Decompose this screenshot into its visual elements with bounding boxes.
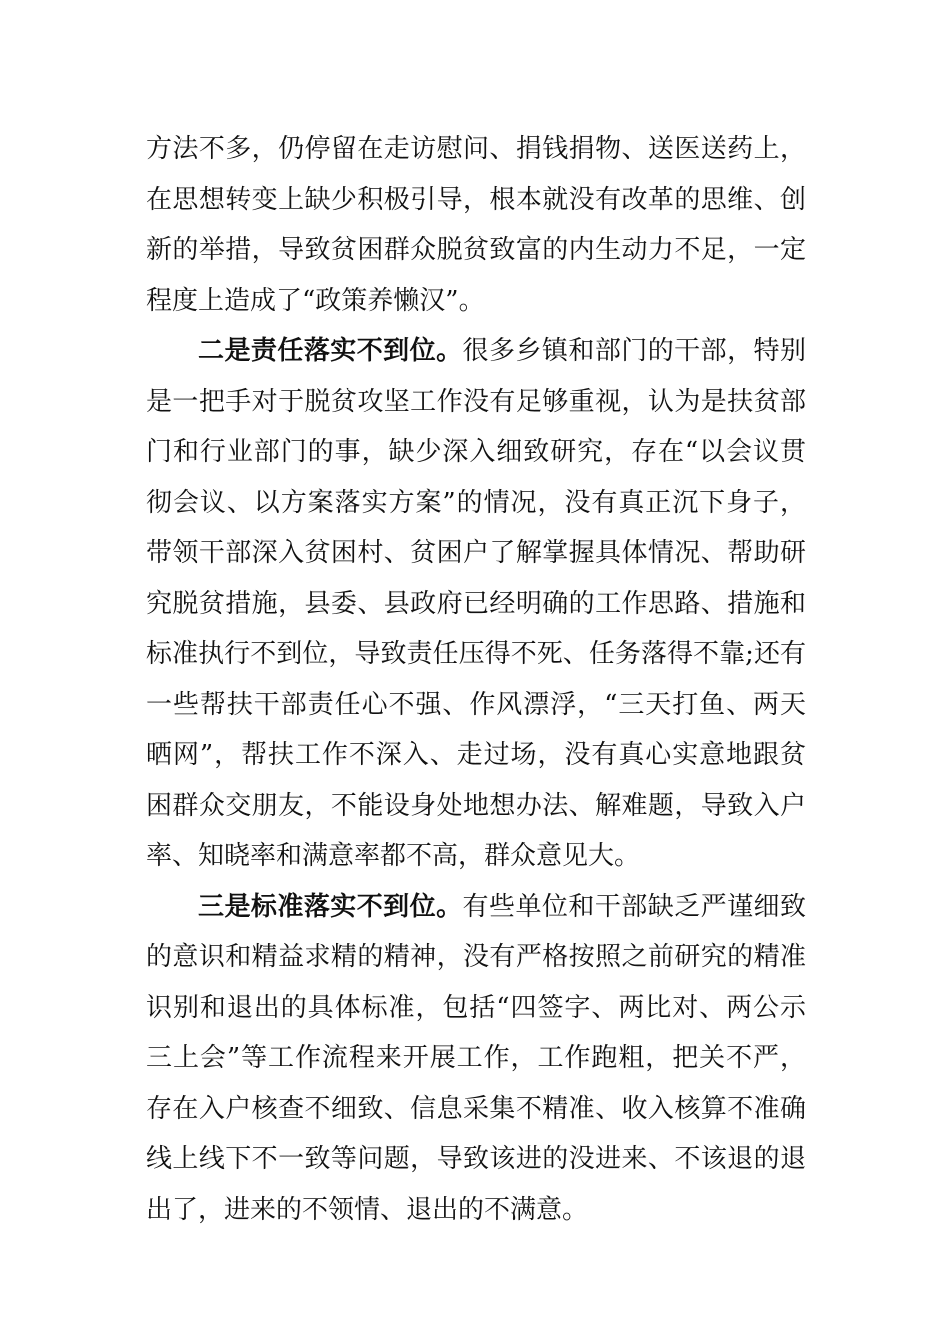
paragraph-text: 有些单位和干部缺乏严谨细致的意识和精益求精的精神，没有严格按照之前研究的精准识别和退出的具体标准，包括“四签字、两比对、两公示三上会”等工作流程来开展工作，工作跑粗，把关不严，存在入户核查不细致、信息采集不精准、收入核算不准确线上线下不一致等问题，导致该进的没进来、不该退的退出了，进来的不领情、退出的不满意。 [146,891,806,1225]
document-page [146,124,806,1235]
paragraph-continuation [146,124,806,326]
paragraph-text: 方法不多，仍停留在走访慰问、捐钱捐物、送医送药上，在思想转变上缺少积极引导，根本就没有改革的思维、创新的举措，导致贫困群众脱贫致富的内生动力不足，一定程度上造成了“政策养懒汉”。 [146,134,806,316]
paragraph-heading: 二是责任落实不到位。 [198,336,463,366]
paragraph-text: 很多乡镇和部门的干部，特别是一把手对于脱贫攻坚工作没有足够重视，认为是扶贫部门和行业部门的事，缺少深入细致研究，存在“以会议贯彻会议、以方案落实方案”的情况，没有真正沉下身子，带领干部深入贫困村、贫困户了解掌握具体情况、帮助研究脱贫措施，县委、县政府已经明确的工作思路、措施和标准执行不到位，导致责任压得不死、任务落得不靠;还有一些帮扶干部责任心不强、作风漂浮，“三天打鱼、两天晒网”，帮扶工作不深入、走过场，没有真心实意地跟贫困群众交朋友，不能设身处地想办法、解难题，导致入户率、知晓率和满意率都不高，群众意见大。 [146,336,806,871]
paragraph-responsibility [146,326,806,882]
paragraph-standards [146,882,806,1236]
paragraph-heading: 三是标准落实不到位。 [198,891,463,922]
